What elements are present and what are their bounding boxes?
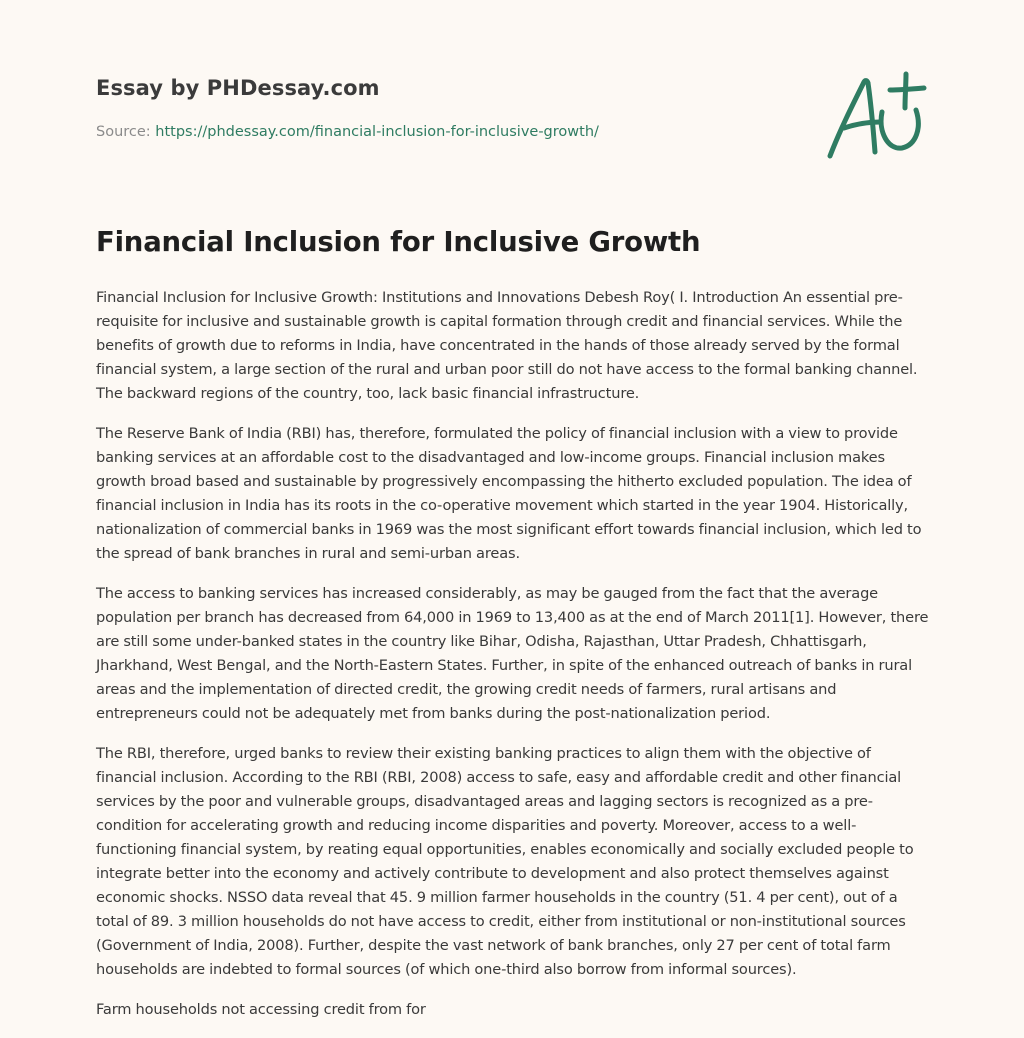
essay-paragraph: Farm households not accessing credit from for [96, 1001, 426, 1018]
essay-page [96, 0, 930, 1036]
essay-paragraph: The access to banking services has increased considerably, as may be gauged from the fact that the average population per branch has decreased from 64,000 in 1969 to 13,400 as at the end of March 2011[1]. However, there are still some under-banked states in the country like Bihar, Odisha, Rajasthan, Uttar Pradesh, Chhattisgarh, Jharkhand, West Bengal, and the North-Eastern States. Further, in spite of the enhanced outreach of banks in rural areas and the implementation of directed credit, the growing credit needs of farmers, rural artisans and entrepreneurs could not be adequately met from banks during the post-nationalization period. [96, 585, 929, 722]
essay-body [96, 286, 930, 1038]
source-line [96, 124, 599, 140]
site-title: Essay by PHDessay.com [96, 76, 380, 100]
a-plus-logo-icon [818, 68, 930, 168]
source-link[interactable]: https://phdessay.com/financial-inclusion-for-inclusive-growth/ [155, 124, 599, 140]
essay-title: Financial Inclusion for Inclusive Growth [96, 226, 701, 258]
essay-paragraph: The RBI, therefore, urged banks to review their existing banking practices to align them with the objective of financial inclusion. According to the RBI (RBI, 2008) access to safe, easy and affordable credit and other financial services by the poor and vulnerable groups, disadvantaged areas and lagging sectors is recognized as a pre-condition for accelerating growth and reducing income disparities and poverty. Moreover, access to a well-functioning financial system, by reating equal opportunities, enables economically and socially excluded people to integrate better into the economy and actively contribute to development and also protect themselves against economic shocks. NSSO data reveal that 45. 9 million farmer households in the country (51. 4 per cent), out of a total of 89. 3 million households do not have access to credit, either from institutional or non-institutional sources (Government of India, 2008). Further, despite the vast network of bank branches, only 27 per cent of total farm households are indebted to formal sources (of which one-third also borrow from informal sources). [96, 745, 914, 978]
source-label: Source: [96, 124, 156, 140]
essay-paragraph: The Reserve Bank of India (RBI) has, therefore, formulated the policy of financial inclusion with a view to provide banking services at an affordable cost to the disadvantaged and low-income groups. Financial inclusion makes growth broad based and sustainable by progressively encompassing the hitherto excluded population. The idea of financial inclusion in India has its roots in the co-operative movement which started in the year 1904. Historically, nationalization of commercial banks in 1969 was the most significant effort towards financial inclusion, which led to the spread of bank branches in rural and semi-urban areas. [96, 425, 922, 562]
essay-paragraph: Financial Inclusion for Inclusive Growth: Institutions and Innovations Debesh Roy( I. Introduction An essential pre-requisite for inclusive and sustainable growth is capital formation through credit and financial services. While the benefits of growth due to reforms in India, have concentrated in the hands of those already served by the formal financial system, a large section of the rural and urban poor still do not have access to the formal banking channel. The backward regions of the country, too, lack basic financial infrastructure. [96, 289, 918, 402]
